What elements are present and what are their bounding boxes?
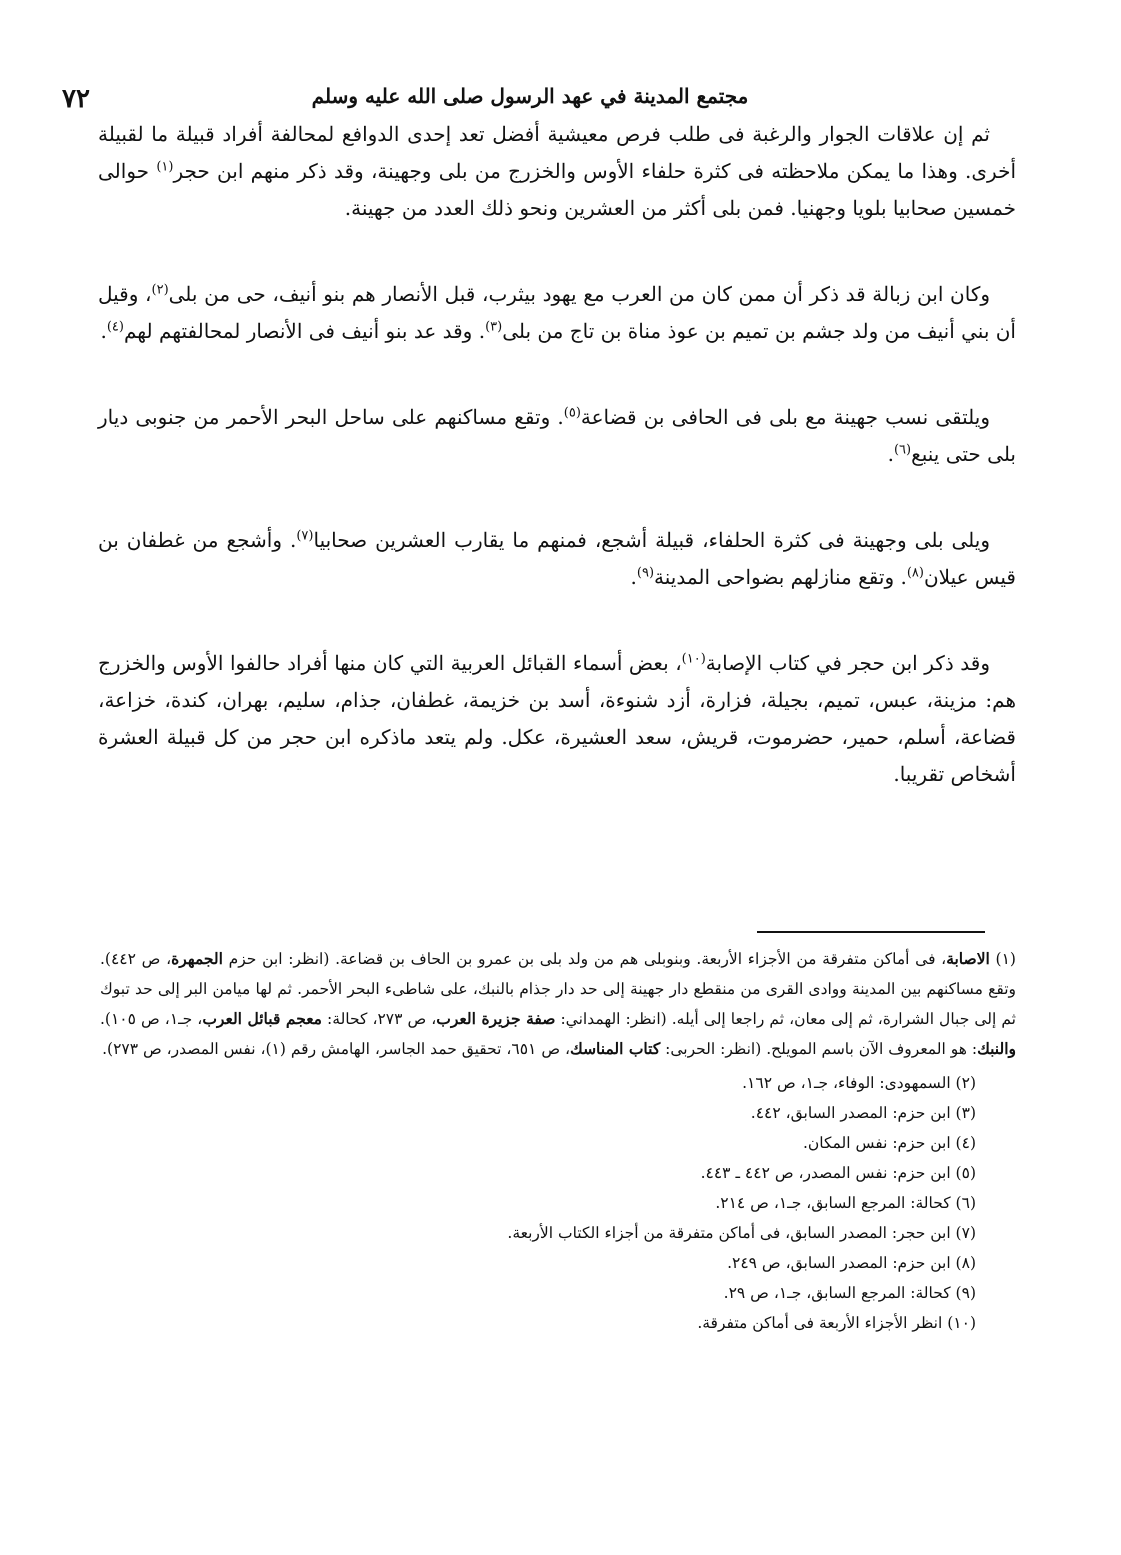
paragraph-4-text-c: . وتقع منازلهم بضواحى المدينة [654,565,907,589]
footnote-8: (٨) ابن حزم: المصدر السابق، ص ٢٤٩. [727,1254,976,1272]
footnote-1-text-b: ، فى أماكن متفرقة من الأجزاء الأربعة. وبنوبلى هم من ولد بلى بن عمرو بن الحاف بن قضاعة. (انظر: ابن حزم [222,950,947,968]
footnote-1-source-jamhara: الجمهرة [171,949,223,968]
footnote-ref-8: (٨) [906,565,924,581]
paragraph-4-text-d: . [630,565,637,589]
paragraph-4-text-b: . وأشجع من غطفان بن قيس عيلان [98,528,1016,589]
footnote-4: (٤) ابن حزم: نفس المكان. [802,1134,976,1152]
footnote-ref-9: (٩) [636,565,655,581]
paragraph-2-text-a: وكان ابن زبالة قد ذكر أن ممن كان من العرب مع يهود بيثرب، قبل الأنصار هم بنو أنيف، حى من بلى [168,282,991,306]
footnotes [100,944,1016,1338]
footnote-2: (٢) السمهودى: الوفاء، جـ١، ص ١٦٢. [742,1074,976,1092]
footnote-7: (٧) ابن حجر: المصدر السابق، فى أماكن متفرقة من أجزاء الكتاب الأربعة. [507,1224,976,1242]
paragraph-5-text-a: وقد ذكر ابن حجر في كتاب الإصابة [705,651,990,675]
footnote-1-source-manasik: كتاب المناسك [570,1039,661,1058]
paragraph-4 [98,522,1016,596]
footnote-ref-5: (٥) [563,405,581,421]
footnote-1-number: (١) [989,950,1016,968]
footnote-ref-1: (١) [156,159,174,175]
footnote-ref-10: (١٠) [681,651,706,667]
paragraph-2-text-b: ، وقيل أن بني أنيف من ولد جشم بن تميم بن عوذ مناة بن تاج من بلى [98,282,1016,343]
footnote-1-text-d: ، ص ٢٧٣، كحالة: [321,1010,437,1028]
paragraph-3-text-b: . وتقع مساكنهم على ساحل البحر الأحمر من جنوبى ديار بلى حتى ينبع [98,405,1016,466]
footnote-5: (٥) ابن حزم: نفس المصدر، ص ٤٤٢ ـ ٤٤٣. [700,1164,976,1182]
footnote-1-source-mujam: معجم قبائل العرب [202,1009,322,1028]
footnote-ref-3: (٣) [485,319,503,335]
running-title: مجتمع المدينة في عهد الرسول صلى الله عليه وسلم [311,84,749,108]
footnote-1-term-nabk: والنبك [977,1039,1016,1058]
footnote-1-source-isaba: الاصابة [946,949,990,968]
footnote-ref-2: (٢) [151,282,169,298]
page-number: ٧٢ [62,84,90,114]
paragraph-4-text-a: ويلى بلى وجهينة فى كثرة الحلفاء، قبيلة أشجع، فمنهم ما يقارب العشرين صحابيا [313,528,991,552]
footnote-3: (٣) ابن حزم: المصدر السابق، ٤٤٢. [750,1104,976,1122]
paragraph-3 [98,399,1016,473]
paragraph-5-text-b: ، بعض أسماء القبائل العربية التي كان منها أفراد حالفوا الأوس والخزرج هم: مزينة، عبس، تميم، بجيلة، فزارة، أزد شنوءة، أسد بن خزيمة، غطفان، جذام، سليم، بهران، كندة، خزاعة، قضاعة، أسلم، حمير، حضرموت، قريش، سعد العشيرة، عكل. ولم يتعد ماذكره ابن حجر من كل قبيلة العشرة أشخاص تقريبا. [98,651,1016,786]
paragraph-3-text-a: ويلتقى نسب جهينة مع بلى فى الحافى بن قضاعة [580,405,990,429]
paragraph-1-text: ثم إن علاقات الجوار والرغبة فى طلب فرص معيشية أفضل تعد إحدى الدوافع لمحالفة أفراد قبيلة ما لقبيلة أخرى. وهذا ما يمكن ملاحظته فى كثرة حلفاء الأوس والخزرج من بلى وجهينة، وقد ذكر منهم ابن حجر [98,122,1017,183]
footnote-1-source-sifat: صفة جزيرة العرب [436,1009,556,1028]
footnote-1-text-c: ، ص ٤٤٢). وتقع مساكنهم بين المدينة ووادى القرى من منقطع دار جهينة إلى حد دار جذام بالنبك، على شاطىء البحر الأحمر. ثم لها ميامن البر إلى حد تبوك ثم إلى جبال الشرارة، ثم إلى معان، ثم راجعا إلى أيله. (انظر: الهمداني: [100,950,1016,1028]
footnote-1 [100,944,1016,1064]
footnote-separator [757,931,985,933]
footnote-1-text-e: ، جـ١، ص ١٠٥). [100,1010,203,1028]
paragraph-2-text-c: . وقد عد بنو أنيف فى الأنصار لمحالفتهم لهم [123,319,486,343]
footnote-ref-6: (٦) [893,442,912,458]
paragraph-2 [98,276,1016,350]
paragraph-1-tail: حوالى خمسين صحابيا بلويا وجهنيا. فمن بلى أكثر من العشرين ونحو ذلك العدد من جهينة. [98,159,1016,220]
paragraph-2-text-d: . [100,319,107,343]
footnote-9: (٩) كحالة: المرجع السابق، جـ١، ص ٢٩. [723,1284,976,1302]
paragraph-3-text-c: . [887,442,894,466]
main-text [98,116,1016,793]
footnote-10: (١٠) انظر الأجزاء الأربعة فى أماكن متفرقة. [697,1314,976,1332]
footnote-1-text-g: ، ص ٦٥١، تحقيق حمد الجاسر، الهامش رقم (١)، نفس المصدر، ص ٢٧٣). [102,1040,570,1058]
footnote-ref-7: (٧) [296,528,314,544]
footnote-1-text-f: : هو المعروف الآن باسم المويلح. (انظر: الحربى: [660,1040,978,1058]
footnote-ref-4: (٤) [106,319,124,335]
footnote-6: (٦) كحالة: المرجع السابق، جـ١، ص ٢١٤. [715,1194,976,1212]
paragraph-5 [98,645,1016,793]
paragraph-1 [98,116,1016,227]
